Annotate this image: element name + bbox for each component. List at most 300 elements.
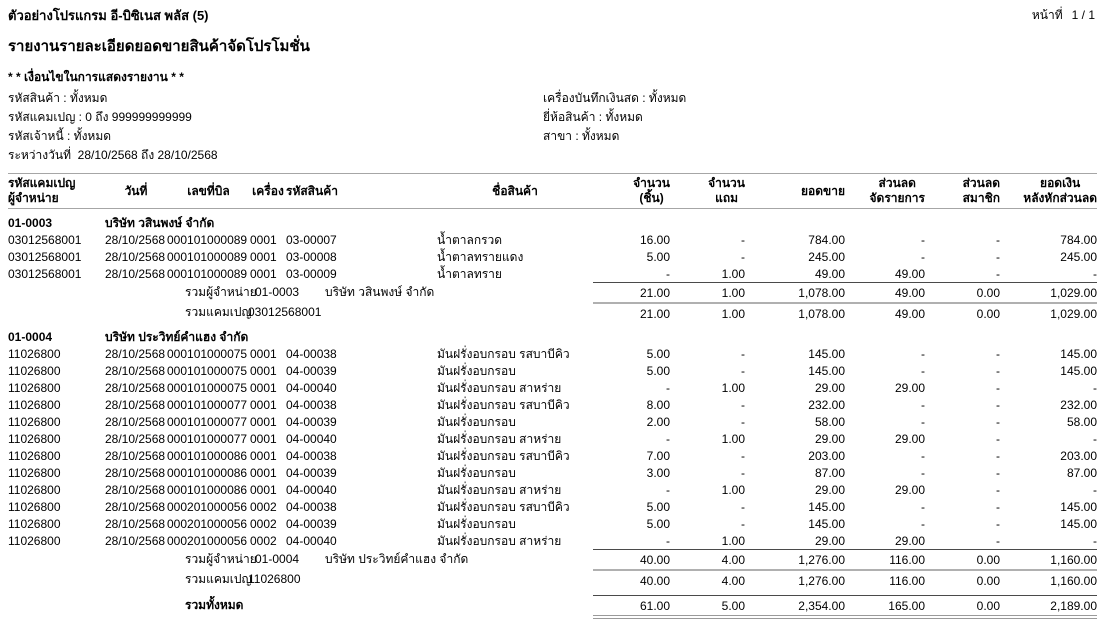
vendor-total-row [8,283,1097,304]
campaign-code: 11026800 [8,482,61,497]
table-row [8,231,1097,248]
discount-promo-value: - [921,232,925,247]
gap [356,248,437,265]
product-code: 04-00038 [286,346,337,361]
table-row [8,362,1097,379]
vendor-total-amount: 1.00 [670,283,745,304]
campaign-code: 03012568001 [8,232,82,247]
discount-promo-value: - [921,249,925,264]
vendor-total-amount: 4.00 [670,550,745,571]
machine-number: 0001 [250,397,277,412]
vendor-total-code: 01-0004 [255,551,300,566]
campaign-total-row [8,303,1097,323]
vendor-total-amount: 0.00 [925,550,1000,571]
free-qty-value: - [741,465,745,480]
discount-promo-value: 29.00 [894,380,925,395]
discount-promo-value: 29.00 [894,482,925,497]
qty-value: - [666,533,670,548]
net-value: - [1093,431,1097,446]
table-row [8,532,1097,550]
table-row [8,498,1097,515]
double-rule [593,616,670,619]
campaign-total-labels [8,570,593,590]
machine-number: 0001 [250,346,277,361]
sales-value: 145.00 [808,516,845,531]
table-row [8,265,1097,283]
free-qty-value: - [741,516,745,531]
bill-number: 000101000089 [167,232,248,247]
gap [356,464,437,481]
sale-date: 28/10/2568 [105,499,166,514]
net-value: 87.00 [1066,465,1097,480]
condition-line: ระหว่างวันที่ 28/10/2568 ถึง 28/10/2568 [8,148,218,162]
campaign-total-amount: 49.00 [845,303,925,323]
sale-date: 28/10/2568 [105,431,166,446]
campaign-code: 11026800 [8,380,61,395]
sale-date: 28/10/2568 [105,414,166,429]
double-rule-row [8,616,1097,619]
discount-member-value: - [996,516,1000,531]
condition-line: รหัสแคมเปญ : 0 ถึง 999999999999 [8,110,192,124]
gap [356,413,437,430]
machine-number: 0001 [250,414,277,429]
campaign-total-code: 11026800 [248,572,301,586]
net-value: 784.00 [1060,232,1097,247]
conditions-right [543,89,686,165]
gap [356,532,437,550]
bill-number: 000101000075 [167,346,248,361]
gap [356,379,437,396]
sales-report-table [8,173,1097,619]
net-value: - [1093,266,1097,281]
gap [356,345,437,362]
col-header-qty: จำนวน (ชิ้น) [593,174,670,209]
campaign-total-amount: 1,276.00 [745,570,845,590]
table-row [8,430,1097,447]
grand-total-amount: 5.00 [670,596,745,616]
campaign-total-amount: 116.00 [845,570,925,590]
campaign-total-amount: 40.00 [593,570,670,590]
product-name: น้ำตาลกรวด [437,232,503,247]
product-code: 04-00039 [286,516,337,531]
campaign-code: 11026800 [8,516,61,531]
bill-number: 000201000056 [167,516,248,531]
campaign-code: 11026800 [8,533,61,548]
campaign-total-label: รวมแคมเปญ [185,305,252,319]
sale-date: 28/10/2568 [105,266,166,281]
qty-value: 5.00 [646,346,670,361]
group-header-row [8,328,1097,345]
discount-promo-value: 29.00 [894,533,925,548]
report-title: รายงานรายละเอียดยอดขายสินค้าจัดโปรโมชั่น [8,38,310,55]
col-header-discount-member: ส่วนลด สมาชิก [925,174,1000,209]
sale-date: 28/10/2568 [105,232,166,247]
machine-number: 0001 [250,266,277,281]
free-qty-value: 1.00 [721,482,745,497]
discount-member-value: - [996,346,1000,361]
campaign-total-amount: 0.00 [925,570,1000,590]
bill-number: 000201000056 [167,499,248,514]
discount-member-value: - [996,533,1000,548]
vendor-total-amount: 1,160.00 [1000,550,1097,571]
sale-date: 28/10/2568 [105,249,166,264]
product-code: 04-00039 [286,414,337,429]
discount-promo-value: - [921,346,925,361]
col-header-campaign: รหัสแคมเปญ ผู้จำหน่าย [8,174,105,209]
table-row [8,447,1097,464]
machine-number: 0001 [250,249,277,264]
machine-number: 0001 [250,431,277,446]
grand-total-amount: 61.00 [593,596,670,616]
grand-total-label: รวมทั้งหมด [185,597,244,612]
campaign-code: 03012568001 [8,266,82,281]
bill-number: 000201000056 [167,533,248,548]
discount-member-value: - [996,363,1000,378]
product-name: มันฝรั่งอบกรอบ [437,414,516,429]
qty-value: 5.00 [646,499,670,514]
bill-number: 000101000086 [167,448,248,463]
campaign-total-labels [8,303,593,323]
gap [356,362,437,379]
product-code: 04-00038 [286,448,337,463]
campaign-total-amount: 1.00 [670,303,745,323]
product-name: มันฝรั่งอบกรอบ [437,363,516,378]
campaign-total-amount: 21.00 [593,303,670,323]
gap [356,447,437,464]
vendor-total-amount: 49.00 [845,283,925,304]
grand-total-label-cell [8,596,593,616]
vendor-total-amount: 1,078.00 [745,283,845,304]
sale-date: 28/10/2568 [105,397,166,412]
net-value: 232.00 [1060,397,1097,412]
product-name: มันฝรั่งอบกรอบ [437,465,516,480]
sales-value: 29.00 [814,380,845,395]
col-header-net: ยอดเงิน หลังหักส่วนลด [1000,174,1097,209]
qty-value: 16.00 [639,232,670,247]
discount-promo-value: 29.00 [894,431,925,446]
col-header-product-name: ชื่อสินค้า [437,174,593,209]
discount-member-value: - [996,397,1000,412]
bill-number: 000101000077 [167,414,248,429]
discount-member-value: - [996,465,1000,480]
product-name: มันฝรั่งอบกรอบ สาหร่าย [437,533,562,548]
bill-number: 000101000075 [167,380,248,395]
table-row [8,396,1097,413]
table-row [8,515,1097,532]
gap [356,231,437,248]
qty-value: - [666,431,670,446]
bill-number: 000101000077 [167,397,248,412]
bill-number: 000101000089 [167,266,248,281]
product-code: 04-00039 [286,465,337,480]
product-name: มันฝรั่งอบกรอบ รสบาบีคิว [437,346,570,361]
discount-member-value: - [996,232,1000,247]
campaign-code: 11026800 [8,431,61,446]
product-code: 04-00038 [286,397,337,412]
product-code: 03-00009 [286,266,337,281]
sales-value: 203.00 [808,448,845,463]
vendor-total-row [8,550,1097,571]
net-value: 145.00 [1060,346,1097,361]
bill-number: 000101000077 [167,431,248,446]
sale-date: 28/10/2568 [105,465,166,480]
group-header-row [8,214,1097,231]
net-value: 145.00 [1060,499,1097,514]
sales-value: 87.00 [814,465,845,480]
col-header-sales: ยอดขาย [745,174,845,209]
sales-value: 49.00 [814,266,845,281]
bill-number: 000101000086 [167,482,248,497]
bill-number: 000101000075 [167,363,248,378]
free-qty-value: - [741,414,745,429]
net-value: 145.00 [1060,516,1097,531]
col-header-bill: เลขที่บิล [167,174,250,209]
sales-value: 58.00 [814,414,845,429]
discount-member-value: - [996,482,1000,497]
gap [356,481,437,498]
table-header-row [8,174,1097,209]
sale-date: 28/10/2568 [105,448,166,463]
report-topbar [8,8,1097,25]
product-code: 04-00040 [286,380,337,395]
qty-value: - [666,482,670,497]
net-value: - [1093,380,1097,395]
vendor-total-label: รวมผู้จำหน่าย [185,284,257,299]
net-value: - [1093,533,1097,548]
gap [356,430,437,447]
campaign-code: 11026800 [8,499,61,514]
double-rule [670,616,745,619]
machine-number: 0002 [250,533,277,548]
net-value: 58.00 [1066,414,1097,429]
free-qty-value: - [741,397,745,412]
condition-line: รหัสเจ้าหนี้ : ทั้งหมด [8,129,112,143]
vendor-total-labels [8,283,593,304]
campaign-total-amount: 1,160.00 [1000,570,1097,590]
sales-value: 145.00 [808,346,845,361]
machine-number: 0002 [250,516,277,531]
gap [356,265,437,283]
free-qty-value: 1.00 [721,266,745,281]
double-rule [745,616,845,619]
table-header [8,174,1097,209]
machine-number: 0001 [250,363,277,378]
product-name: น้ำตาลทรายแดง [437,249,524,264]
qty-value: - [666,266,670,281]
product-code: 04-00039 [286,363,337,378]
discount-promo-value: - [921,499,925,514]
product-code: 04-00040 [286,482,337,497]
net-value: 245.00 [1060,249,1097,264]
col-header-discount-promo: ส่วนลด จัดรายการ [845,174,925,209]
table-row [8,379,1097,396]
page-label: หน้าที่ [1031,8,1063,22]
col-header-product-code: รหัสสินค้า [286,174,356,209]
discount-member-value: - [996,431,1000,446]
free-qty-value: 1.00 [721,431,745,446]
machine-number: 0001 [250,465,277,480]
free-qty-value: - [741,448,745,463]
campaign-total-amount: 0.00 [925,303,1000,323]
sales-value: 29.00 [814,482,845,497]
vendor-total-labels [8,550,593,571]
vendor-total-label: รวมผู้จำหน่าย [185,551,257,566]
free-qty-value: - [741,499,745,514]
campaign-total-amount: 1,029.00 [1000,303,1097,323]
machine-number: 0002 [250,499,277,514]
vendor-name: บริษัท ประวิทย์คำแฮง จำกัด [105,329,249,344]
net-value: 145.00 [1060,363,1097,378]
sales-value: 145.00 [808,499,845,514]
gap [356,396,437,413]
campaign-total-row [8,570,1097,590]
vendor-code: 01-0004 [8,329,53,344]
discount-member-value: - [996,414,1000,429]
conditions-left [8,89,543,165]
sale-date: 28/10/2568 [105,533,166,548]
discount-promo-value: - [921,448,925,463]
free-qty-value: 1.00 [721,533,745,548]
qty-value: 5.00 [646,249,670,264]
product-name: มันฝรั่งอบกรอบ รสบาบีคิว [437,397,570,412]
machine-number: 0001 [250,482,277,497]
table-row [8,345,1097,362]
campaign-code: 11026800 [8,363,61,378]
double-rule [925,616,1000,619]
campaign-code: 11026800 [8,448,61,463]
sales-value: 145.00 [808,363,845,378]
vendor-code: 01-0003 [8,215,53,230]
machine-number: 0001 [250,380,277,395]
report-conditions [8,89,1097,165]
discount-member-value: - [996,380,1000,395]
grand-total-amount: 165.00 [845,596,925,616]
net-value: - [1093,482,1097,497]
discount-promo-value: - [921,414,925,429]
grand-total-amount: 2,354.00 [745,596,845,616]
vendor-total-amount: 21.00 [593,283,670,304]
table-row [8,248,1097,265]
sale-date: 28/10/2568 [105,482,166,497]
sales-value: 245.00 [808,249,845,264]
gap [356,515,437,532]
campaign-total-code: 03012568001 [248,305,322,319]
discount-member-value: - [996,249,1000,264]
page-indicator [1032,8,1097,23]
condition-line: เครื่องบันทึกเงินสด : ทั้งหมด [543,91,687,105]
table-row [8,481,1097,498]
double-rule [1000,616,1097,619]
qty-value: 2.00 [646,414,670,429]
sales-value: 29.00 [814,533,845,548]
net-value: 203.00 [1060,448,1097,463]
product-name: มันฝรั่งอบกรอบ รสบาบีคิว [437,448,570,463]
vendor-total-code: 01-0003 [255,284,300,299]
vendor-total-amount: 1,276.00 [745,550,845,571]
col-header-free: จำนวน แถม [670,174,745,209]
col-header-date: วันที่ [105,174,167,209]
vendor-total-amount: 1,029.00 [1000,283,1097,304]
bill-number: 000101000089 [167,249,248,264]
product-code: 04-00040 [286,431,337,446]
product-code: 04-00040 [286,533,337,548]
bill-number: 000101000086 [167,465,248,480]
product-code: 04-00038 [286,499,337,514]
discount-promo-value: - [921,516,925,531]
machine-number: 0001 [250,448,277,463]
grand-total-row [8,596,1097,616]
condition-line: รหัสสินค้า : ทั้งหมด [8,91,108,105]
grand-total-amount: 2,189.00 [1000,596,1097,616]
free-qty-value: - [741,346,745,361]
qty-value: 5.00 [646,363,670,378]
product-name: มันฝรั่งอบกรอบ สาหร่าย [437,431,562,446]
product-name: มันฝรั่งอบกรอบ สาหร่าย [437,482,562,497]
spacer [8,616,593,619]
campaign-total-label: รวมแคมเปญ [185,572,252,586]
discount-member-value: - [996,266,1000,281]
free-qty-value: - [741,363,745,378]
campaign-code: 11026800 [8,346,61,361]
campaign-total-amount: 1,078.00 [745,303,845,323]
condition-line: สาขา : ทั้งหมด [543,129,620,143]
table-row [8,413,1097,430]
vendor-total-amount: 0.00 [925,283,1000,304]
vendor-name: บริษัท วสินพงษ์ จำกัด [105,215,215,230]
discount-promo-value: - [921,397,925,412]
sales-value: 784.00 [808,232,845,247]
discount-promo-value: - [921,465,925,480]
discount-promo-value: 49.00 [894,266,925,281]
qty-value: 8.00 [646,397,670,412]
campaign-code: 03012568001 [8,249,82,264]
campaign-code: 11026800 [8,465,61,480]
free-qty-value: - [741,232,745,247]
qty-value: - [666,380,670,395]
conditions-title: * * เงื่อนไขในการแสดงรายงาน * * [8,70,184,84]
discount-member-value: - [996,499,1000,514]
double-rule [845,616,925,619]
grand-total-amount: 0.00 [925,596,1000,616]
qty-value: 7.00 [646,448,670,463]
table-row [8,464,1097,481]
app-title: ตัวอย่างโปรแกรม อี-บิซิเนส พลัส (5) [8,8,209,23]
sale-date: 28/10/2568 [105,346,166,361]
free-qty-value: - [741,249,745,264]
sales-value: 232.00 [808,397,845,412]
gap [356,498,437,515]
vendor-total-name: บริษัท ประวิทย์คำแฮง จำกัด [325,551,469,566]
free-qty-value: 1.00 [721,380,745,395]
condition-line: ยี่ห้อสินค้า : ทั้งหมด [543,110,643,124]
product-code: 03-00008 [286,249,337,264]
campaign-total-amount: 4.00 [670,570,745,590]
product-name: มันฝรั่งอบกรอบ สาหร่าย [437,380,562,395]
vendor-total-amount: 116.00 [845,550,925,571]
discount-member-value: - [996,448,1000,463]
col-header-machine: เครื่อง [250,174,286,209]
table-body [8,209,1097,619]
sale-date: 28/10/2568 [105,516,166,531]
vendor-total-amount: 40.00 [593,550,670,571]
product-name: มันฝรั่งอบกรอบ [437,516,516,531]
machine-number: 0001 [250,232,277,247]
sales-value: 29.00 [814,431,845,446]
sale-date: 28/10/2568 [105,363,166,378]
page-number: 1 / 1 [1071,8,1095,22]
campaign-code: 11026800 [8,397,61,412]
vendor-total-name: บริษัท วสินพงษ์ จำกัด [325,284,435,299]
